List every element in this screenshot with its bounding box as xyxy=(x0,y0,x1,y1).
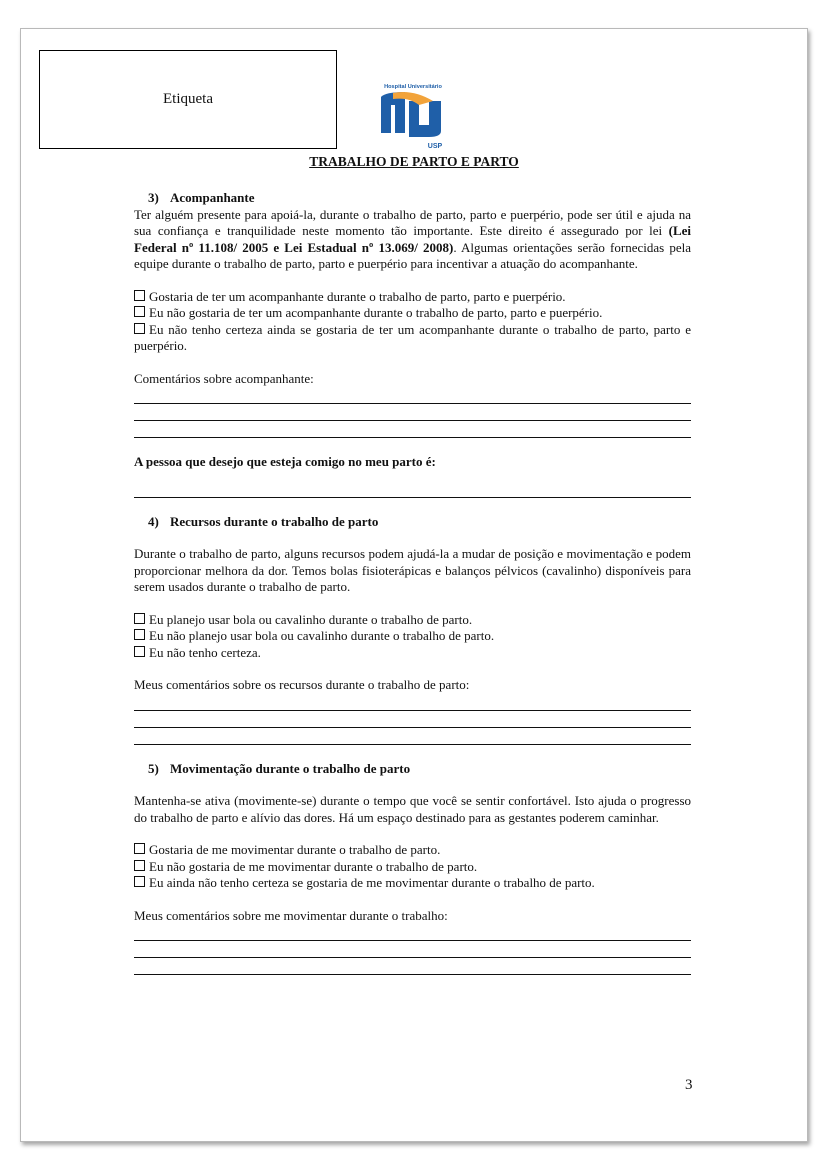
comment-line[interactable] xyxy=(134,421,691,438)
section-4-heading xyxy=(134,514,691,531)
section-4-option-1[interactable]: Eu planejo usar bola ou cavalinho durante o trabalho de parto. xyxy=(134,612,691,629)
checkbox[interactable] xyxy=(134,306,145,317)
section-4-number: 4) xyxy=(148,513,159,529)
comment-line[interactable] xyxy=(134,924,691,941)
section-4-option-2[interactable]: Eu não planejo usar bola ou cavalinho durante o trabalho de parto. xyxy=(134,628,691,645)
section-5-option-3[interactable]: Eu ainda não tenho certeza se gostaria de me movimentar durante o trabalho de parto. xyxy=(134,875,691,892)
label-box xyxy=(39,50,337,149)
logo-bottom-text: USP xyxy=(427,143,443,150)
comment-line[interactable] xyxy=(134,711,691,728)
document-title: TRABALHO DE PARTO E PARTO xyxy=(309,154,519,169)
section-5-heading xyxy=(134,761,691,778)
label-box-text: Etiqueta xyxy=(163,91,213,107)
logo-top-text: Hospital Universitário xyxy=(384,84,442,90)
section-5-title: Movimentação durante o trabalho de parto xyxy=(170,760,411,776)
section-5-option-2[interactable]: Eu não gostaria de me movimentar durante o trabalho de parto. xyxy=(134,859,691,876)
section-3-text-b: . Algumas orientações serão fornecidas pela equipe durante o trabalho de parto, parto e puerpério para incentivar a atuação do acompanhante. xyxy=(134,239,691,271)
section-5-paragraph: Mantenha-se ativa (movimente-se) durante o tempo que você se sentir confortável. Isto ajuda o progresso do trabalho de parto e alívio das dores. Há um espaço destinado para as gestantes poderem caminhar. xyxy=(134,793,691,825)
comment-line[interactable] xyxy=(134,941,691,958)
page-number: 3 xyxy=(685,1077,693,1093)
section-4-option-3[interactable]: Eu não tenho certeza. xyxy=(134,645,691,662)
checkbox[interactable] xyxy=(134,323,145,334)
comment-line[interactable] xyxy=(134,404,691,421)
companion-name-line[interactable] xyxy=(134,471,691,498)
checkbox[interactable] xyxy=(134,876,145,887)
section-3-title: Acompanhante xyxy=(170,190,255,205)
section-5-number: 5) xyxy=(148,760,159,776)
section-4-title: Recursos durante o trabalho de parto xyxy=(170,513,379,529)
comment-line[interactable] xyxy=(134,694,691,711)
document-page xyxy=(20,28,808,1142)
section-3-text-a: Ter alguém presente para apoiá-la, durante o trabalho de parto, parto e puerpério, pode ser útil e ajuda na sua confiança e tranquilidade neste momento tão importante. Este direito é assegurado por lei xyxy=(134,206,691,238)
comment-line[interactable] xyxy=(134,728,691,745)
companion-person-label: A pessoa que desejo que esteja comigo no meu parto é: xyxy=(134,454,436,469)
section-3-comments-label: Comentários sobre acompanhante: xyxy=(134,370,314,386)
section-3-number: 3) xyxy=(148,190,159,205)
section-3-heading xyxy=(134,190,691,207)
section-5-option-1[interactable]: Gostaria de me movimentar durante o trabalho de parto. xyxy=(134,842,691,859)
comment-line[interactable] xyxy=(134,958,691,975)
checkbox[interactable] xyxy=(134,613,145,624)
comment-line[interactable] xyxy=(134,387,691,404)
hospital-logo xyxy=(379,81,447,151)
checkbox[interactable] xyxy=(134,843,145,854)
form-content xyxy=(134,190,691,975)
checkbox[interactable] xyxy=(134,629,145,640)
section-3-option-3[interactable]: Eu não tenho certeza ainda se gostaria de ter um acompanhante durante o trabalho de parto, parto e puerpério. xyxy=(134,321,691,353)
section-3-paragraph xyxy=(134,207,691,273)
section-4-comments-label: Meus comentários sobre os recursos durante o trabalho de parto: xyxy=(134,677,470,692)
section-3-option-2[interactable]: Eu não gostaria de ter um acompanhante durante o trabalho de parto, parto e puerpério. xyxy=(134,305,691,322)
section-3-option-1[interactable]: Gostaria de ter um acompanhante durante o trabalho de parto, parto e puerpério. xyxy=(134,289,691,306)
checkbox[interactable] xyxy=(134,290,145,301)
section-4-paragraph: Durante o trabalho de parto, alguns recursos podem ajudá-la a mudar de posição e movimentação e podem proporcionar melhora da dor. Temos bolas fisioterápicas e balanços pélvicos (cavalinho) disponíveis para serem usados durante o trabalho de parto. xyxy=(134,546,691,594)
section-5-comments-label: Meus comentários sobre me movimentar durante o trabalho: xyxy=(134,907,448,923)
checkbox[interactable] xyxy=(134,860,145,871)
checkbox[interactable] xyxy=(134,646,145,657)
section-3-law-reference: (Lei Federal nº 11.108/ 2005 e Lei Estadual nº 13.069/ 2008) xyxy=(134,223,691,255)
